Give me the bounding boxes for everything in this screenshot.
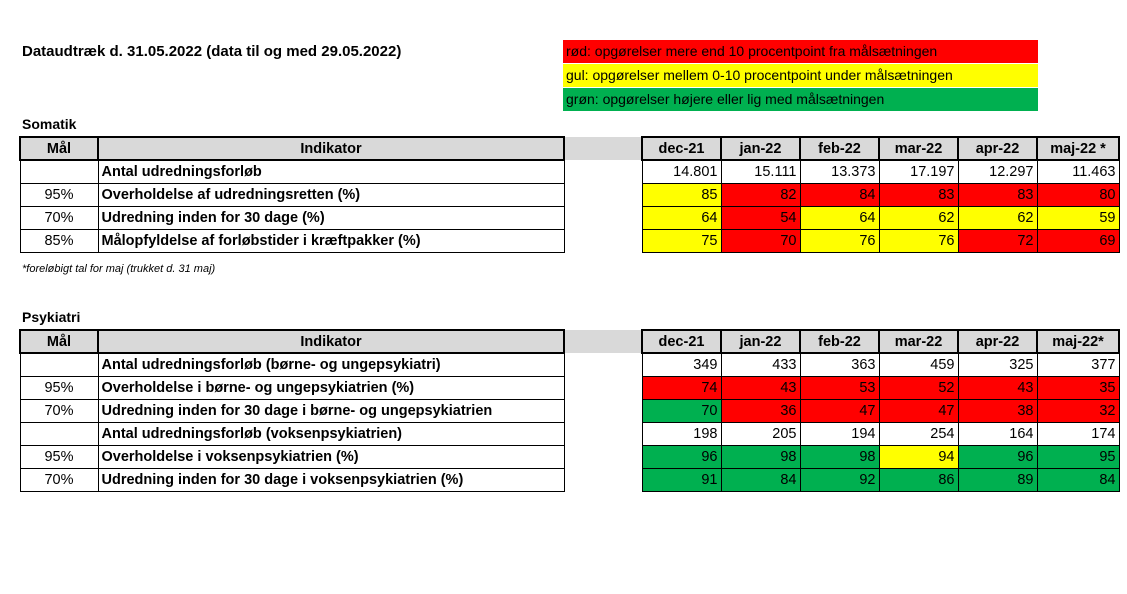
- header-row: [20, 137, 1119, 160]
- gap-cell: [564, 229, 642, 252]
- value-cell: 98: [721, 445, 800, 468]
- value-cell: 96: [958, 445, 1037, 468]
- value-cell: 85: [642, 183, 721, 206]
- value-cell: 72: [958, 229, 1037, 252]
- table-row: [20, 422, 1119, 445]
- value-cell: 76: [879, 229, 958, 252]
- header-indikator: Indikator: [98, 137, 564, 160]
- value-cell: 198: [642, 422, 721, 445]
- value-cell: 12.297: [958, 160, 1037, 183]
- value-cell: 98: [800, 445, 879, 468]
- value-cell: 377: [1037, 353, 1119, 376]
- header-month: mar-22: [879, 330, 958, 353]
- indikator-cell: Antal udredningsforløb (voksenpsykiatrien): [98, 422, 564, 445]
- value-cell: 95: [1037, 445, 1119, 468]
- value-cell: 47: [800, 399, 879, 422]
- value-cell: 84: [1037, 468, 1119, 491]
- maal-cell: [20, 353, 98, 376]
- value-cell: 35: [1037, 376, 1119, 399]
- gap-cell: [564, 353, 642, 376]
- value-cell: 13.373: [800, 160, 879, 183]
- maal-cell: 85%: [20, 229, 98, 252]
- psykiatri-table: [19, 329, 1120, 492]
- value-cell: 91: [642, 468, 721, 491]
- header-month: feb-22: [800, 137, 879, 160]
- indikator-cell: Udredning inden for 30 dage i børne- og ungepsykiatrien: [98, 399, 564, 422]
- maal-cell: [20, 160, 98, 183]
- value-cell: 363: [800, 353, 879, 376]
- indikator-cell: Udredning inden for 30 dage i voksenpsykiatrien (%): [98, 468, 564, 491]
- value-cell: 43: [958, 376, 1037, 399]
- header-month: apr-22: [958, 137, 1037, 160]
- maal-cell: 95%: [20, 445, 98, 468]
- maal-cell: 70%: [20, 206, 98, 229]
- value-cell: 64: [800, 206, 879, 229]
- value-cell: 17.197: [879, 160, 958, 183]
- indikator-cell: Udredning inden for 30 dage (%): [98, 206, 564, 229]
- header-gap: [564, 330, 642, 353]
- indikator-cell: Overholdelse i voksenpsykiatrien (%): [98, 445, 564, 468]
- header-month: dec-21: [642, 330, 721, 353]
- section-label-somatik: Somatik: [22, 116, 77, 132]
- header-maal: Mål: [20, 330, 98, 353]
- indikator-cell: Overholdelse i børne- og ungepsykiatrien (%): [98, 376, 564, 399]
- value-cell: 38: [958, 399, 1037, 422]
- legend-green: grøn: opgørelser højere eller lig med målsætningen: [563, 88, 1038, 111]
- value-cell: 14.801: [642, 160, 721, 183]
- value-cell: 433: [721, 353, 800, 376]
- somatik-table: [19, 136, 1120, 253]
- legend-yellow: gul: opgørelser mellem 0-10 procentpoint under målsætningen: [563, 64, 1038, 87]
- value-cell: 62: [879, 206, 958, 229]
- table-row: [20, 206, 1119, 229]
- gap-cell: [564, 399, 642, 422]
- value-cell: 84: [800, 183, 879, 206]
- value-cell: 94: [879, 445, 958, 468]
- table-row: [20, 160, 1119, 183]
- header-maal: Mål: [20, 137, 98, 160]
- value-cell: 62: [958, 206, 1037, 229]
- indikator-cell: Antal udredningsforløb: [98, 160, 564, 183]
- header-month: jan-22: [721, 137, 800, 160]
- table-row: [20, 445, 1119, 468]
- value-cell: 64: [642, 206, 721, 229]
- gap-cell: [564, 206, 642, 229]
- value-cell: 349: [642, 353, 721, 376]
- header-indikator: Indikator: [98, 330, 564, 353]
- value-cell: 76: [800, 229, 879, 252]
- value-cell: 11.463: [1037, 160, 1119, 183]
- value-cell: 82: [721, 183, 800, 206]
- value-cell: 205: [721, 422, 800, 445]
- maal-cell: 95%: [20, 183, 98, 206]
- value-cell: 69: [1037, 229, 1119, 252]
- value-cell: 84: [721, 468, 800, 491]
- value-cell: 83: [958, 183, 1037, 206]
- value-cell: 54: [721, 206, 800, 229]
- value-cell: 254: [879, 422, 958, 445]
- value-cell: 36: [721, 399, 800, 422]
- value-cell: 194: [800, 422, 879, 445]
- gap-cell: [564, 160, 642, 183]
- header-month: jan-22: [721, 330, 800, 353]
- header-month: mar-22: [879, 137, 958, 160]
- maal-cell: 95%: [20, 376, 98, 399]
- table-row: [20, 229, 1119, 252]
- header-month: feb-22: [800, 330, 879, 353]
- table-row: [20, 183, 1119, 206]
- legend-red: rød: opgørelser mere end 10 procentpoint fra målsætningen: [563, 40, 1038, 63]
- gap-cell: [564, 445, 642, 468]
- gap-cell: [564, 376, 642, 399]
- value-cell: 89: [958, 468, 1037, 491]
- header-row: [20, 330, 1119, 353]
- header-month: maj-22*: [1037, 330, 1119, 353]
- value-cell: 59: [1037, 206, 1119, 229]
- value-cell: 52: [879, 376, 958, 399]
- table-row: [20, 353, 1119, 376]
- gap-cell: [564, 468, 642, 491]
- value-cell: 459: [879, 353, 958, 376]
- value-cell: 47: [879, 399, 958, 422]
- table-row: [20, 399, 1119, 422]
- section-label-psykiatri: Psykiatri: [22, 309, 81, 325]
- indikator-cell: Antal udredningsforløb (børne- og ungepsykiatri): [98, 353, 564, 376]
- maal-cell: 70%: [20, 468, 98, 491]
- value-cell: 174: [1037, 422, 1119, 445]
- page-title: Dataudtræk d. 31.05.2022 (data til og med 29.05.2022): [22, 43, 402, 60]
- value-cell: 164: [958, 422, 1037, 445]
- value-cell: 43: [721, 376, 800, 399]
- header-month: apr-22: [958, 330, 1037, 353]
- value-cell: 325: [958, 353, 1037, 376]
- value-cell: 75: [642, 229, 721, 252]
- value-cell: 53: [800, 376, 879, 399]
- footnote: *foreløbigt tal for maj (trukket d. 31 maj): [22, 263, 216, 275]
- value-cell: 15.111: [721, 160, 800, 183]
- value-cell: 70: [721, 229, 800, 252]
- value-cell: 32: [1037, 399, 1119, 422]
- header-month: maj-22 *: [1037, 137, 1119, 160]
- header-gap: [564, 137, 642, 160]
- header-month: dec-21: [642, 137, 721, 160]
- indikator-cell: Målopfyldelse af forløbstider i kræftpakker (%): [98, 229, 564, 252]
- gap-cell: [564, 422, 642, 445]
- table-row: [20, 468, 1119, 491]
- table-row: [20, 376, 1119, 399]
- value-cell: 83: [879, 183, 958, 206]
- value-cell: 96: [642, 445, 721, 468]
- value-cell: 86: [879, 468, 958, 491]
- maal-cell: [20, 422, 98, 445]
- value-cell: 74: [642, 376, 721, 399]
- value-cell: 92: [800, 468, 879, 491]
- value-cell: 70: [642, 399, 721, 422]
- maal-cell: 70%: [20, 399, 98, 422]
- indikator-cell: Overholdelse af udredningsretten (%): [98, 183, 564, 206]
- gap-cell: [564, 183, 642, 206]
- value-cell: 80: [1037, 183, 1119, 206]
